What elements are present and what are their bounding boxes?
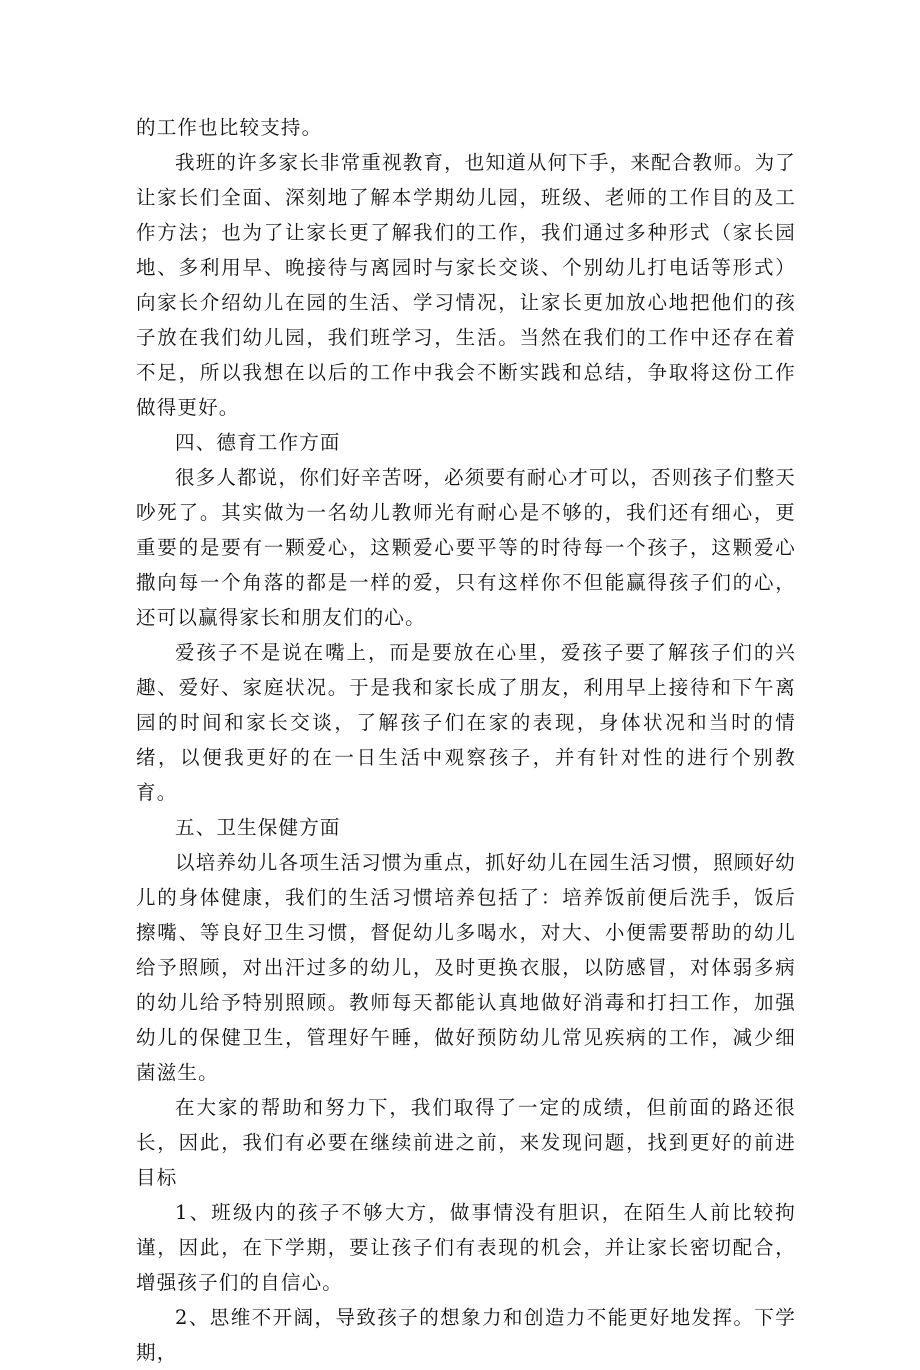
section-heading-moral-education: 四、德育工作方面 xyxy=(175,431,341,454)
paragraph-achievements: 在大家的帮助和努力下，我们取得了一定的成绩，但前面的路还很长，因此，我们有必要在继续前进之前，来发现问题，找到更好的前进目标 xyxy=(136,1096,796,1189)
list-item-2: 2、思维不开阔，导致孩子的想象力和创造力不能更好地发挥。下学期， xyxy=(136,1306,796,1364)
paragraph-continuation: 的工作也比较支持。 xyxy=(136,116,323,139)
list-item-1: 1、班级内的孩子不够大方，做事情没有胆识，在陌生人前比较拘谨，因此，在下学期，要让孩子们有表现的机会，并让家长密切配合，增强孩子们的自信心。 xyxy=(136,1201,796,1294)
paragraph-love-children: 爱孩子不是说在嘴上，而是要放在心里，爱孩子要了解孩子们的兴趣、爱好、家庭状况。于是我和家长成了朋友，利用早上接待和下午离园的时间和家长交谈，了解孩子们在家的表现，身体状况和当时的情绪，以便我更好的在一日生活中观察孩子，并有针对性的进行个别教育。 xyxy=(136,641,796,804)
paragraph-parent-cooperation: 我班的许多家长非常重视教育，也知道从何下手，来配合教师。为了让家长们全面、深刻地了解本学期幼儿园，班级、老师的工作目的及工作方法；也为了让家长更了解我们的工作，我们通过多种形式（家长园地、多利用早、晚接待与离园时与家长交谈、个别幼儿打电话等形式）向家长介绍幼儿在园的生活、学习情况，让家长更加放心地把他们的孩子放在我们幼儿园，我们班学习，生活。当然在我们的工作中还存在着不足，所以我想在以后的工作中我会不断实践和总结，争取将这份工作做得更好。 xyxy=(136,151,797,419)
document-body xyxy=(136,110,796,1370)
section-heading-health-care: 五、卫生保健方面 xyxy=(175,816,341,839)
paragraph-living-habits: 以培养幼儿各项生活习惯为重点，抓好幼儿在园生活习惯，照顾好幼儿的身体健康，我们的生活习惯培养包括了：培养饭前便后洗手，饭后擦嘴、等良好卫生习惯，督促幼儿多喝水，对大、小便需要帮助的幼儿给予照顾，对出汗过多的幼儿，及时更换衣服，以防感冒，对体弱多病的幼儿给予特别照顾。教师每天都能认真地做好消毒和打扫工作，加强幼儿的保健卫生，管理好午睡，做好预防幼儿常见疾病的工作，减少细菌滋生。 xyxy=(136,851,797,1084)
paragraph-patience-love: 很多人都说，你们好辛苦呀，必须要有耐心才可以，否则孩子们整天吵死了。其实做为一名幼儿教师光有耐心是不够的，我们还有细心，更重要的是要有一颗爱心，这颗爱心要平等的时待每一个孩子，这颗爱心撒向每一个角落的都是一样的爱，只有这样你不但能赢得孩子们的心，还可以赢得家长和朋友们的心。 xyxy=(136,466,797,629)
